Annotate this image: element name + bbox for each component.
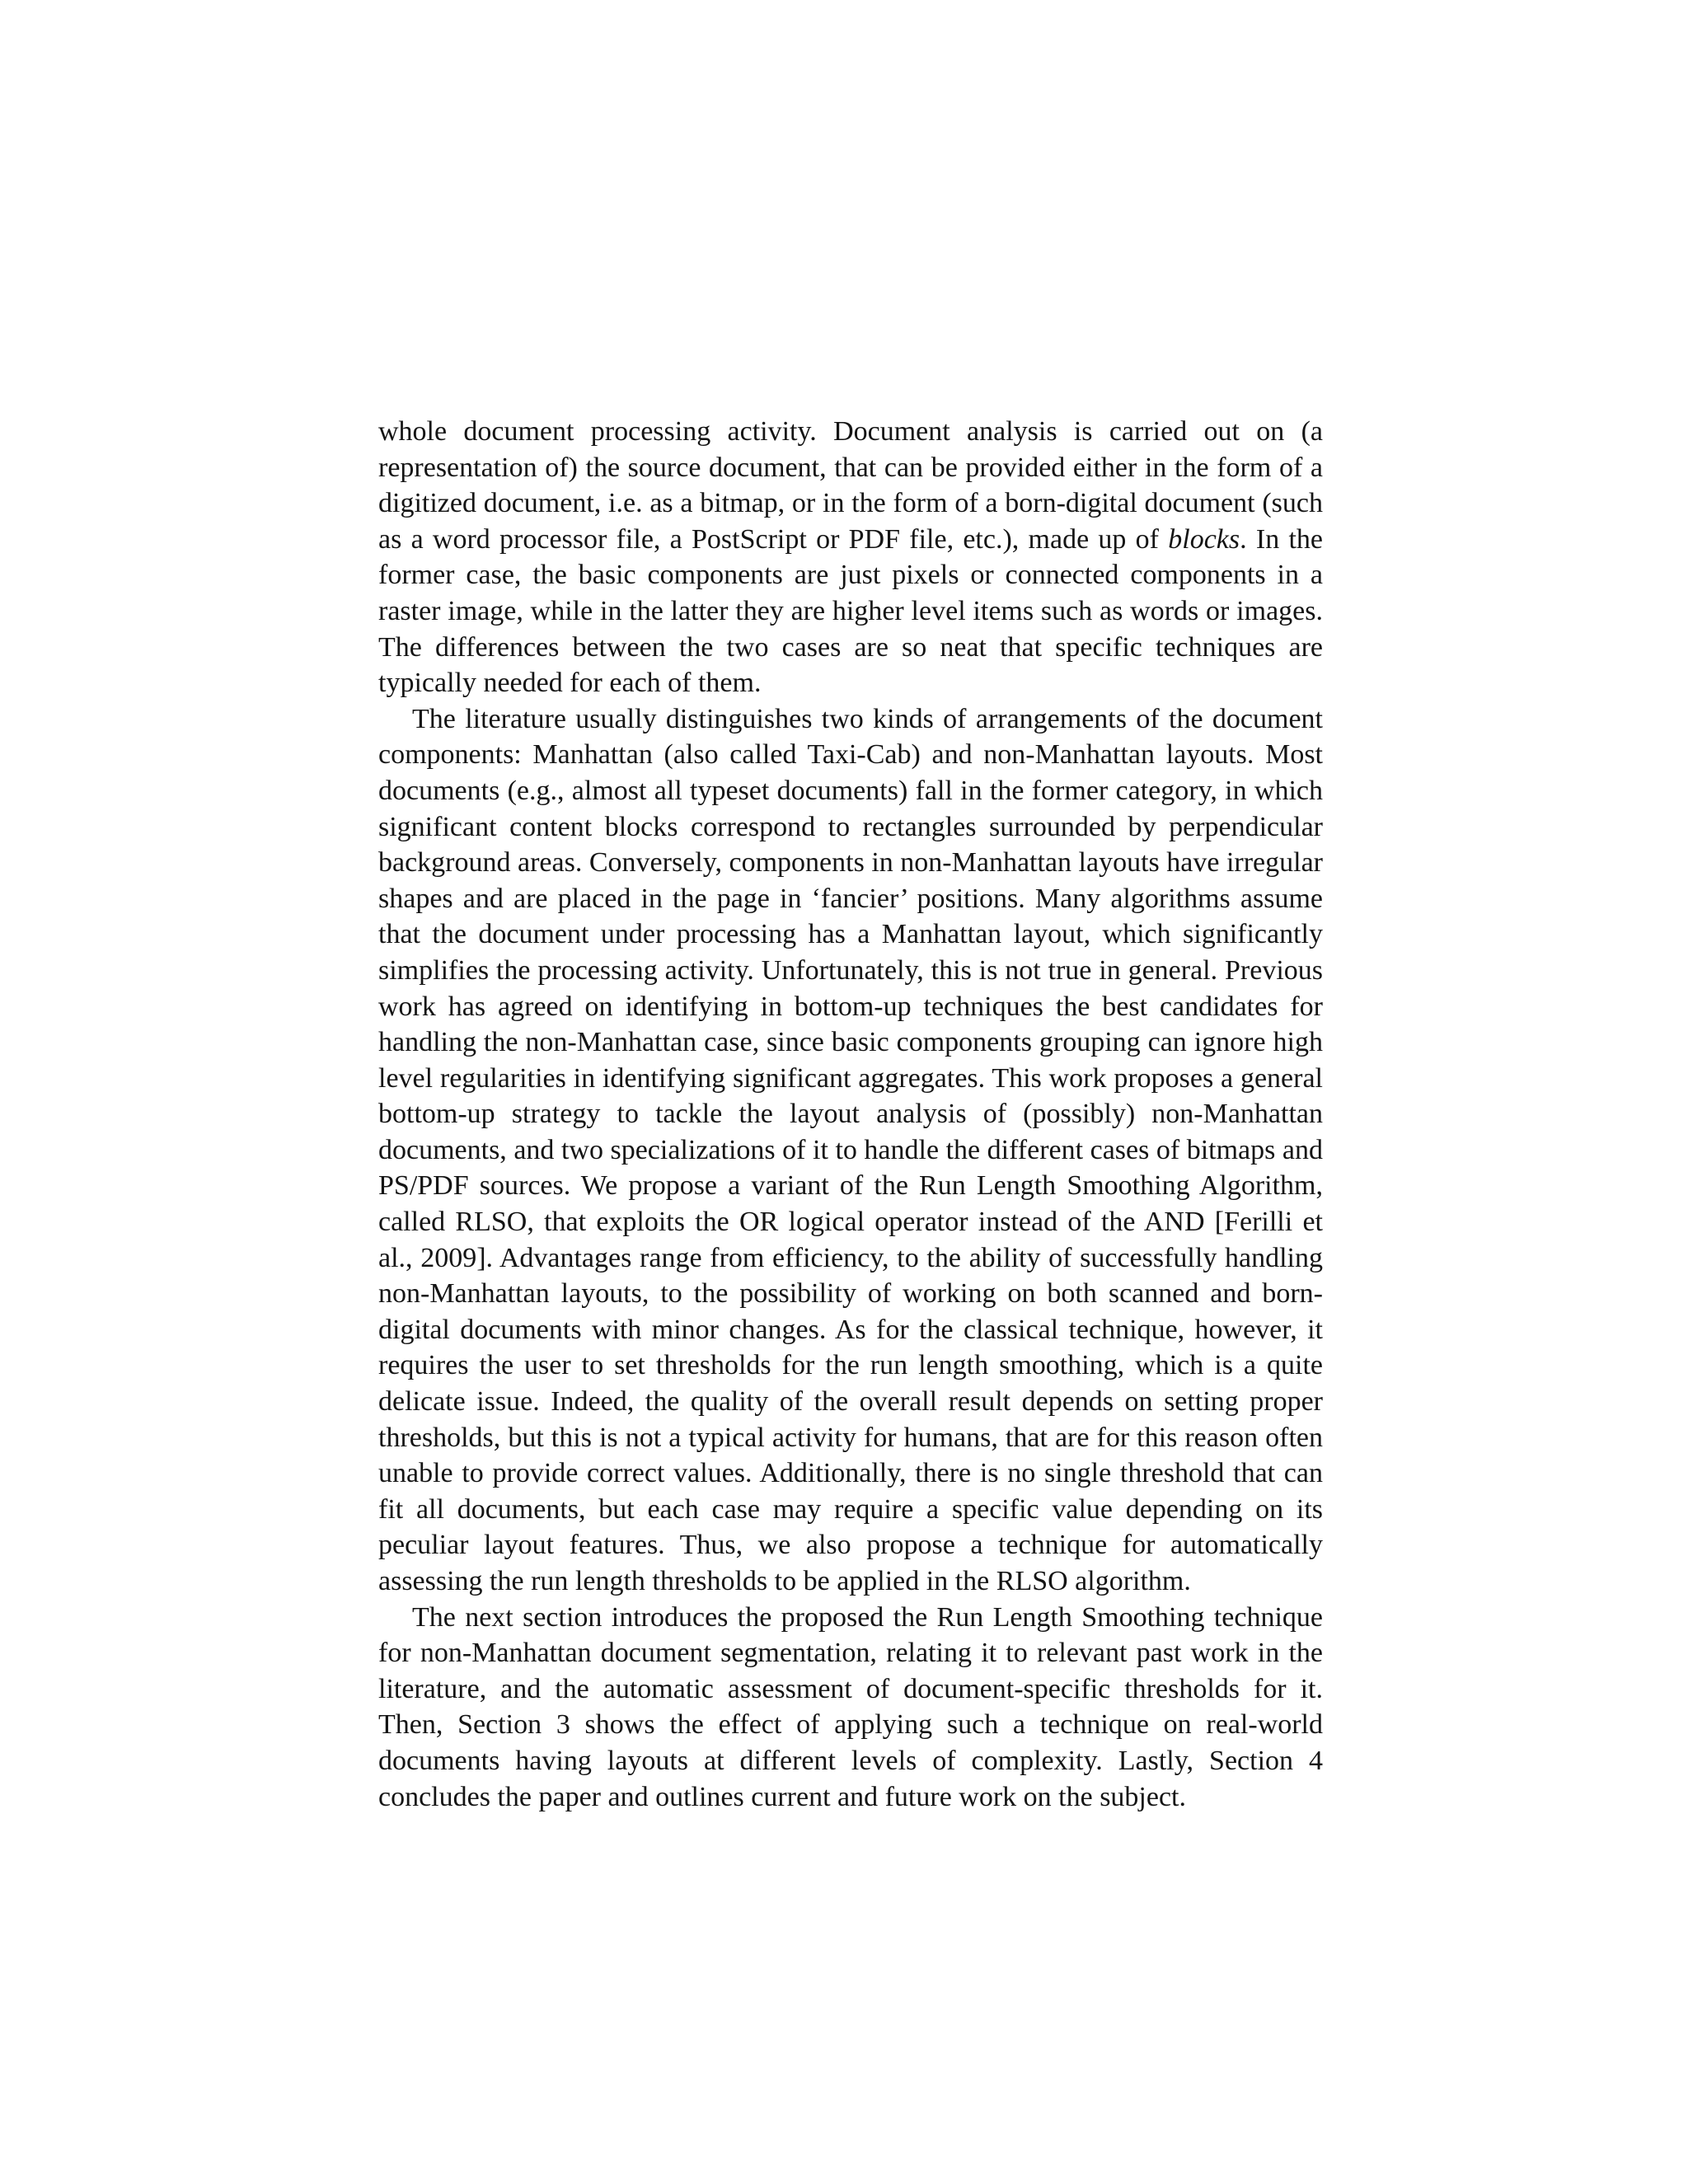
body-text bbox=[378, 414, 1323, 1815]
text-span: whole document processing activity. Document analysis is carried out on (a representation of) the source document, that can be provided either in the form of a digitized document, i.e. as a bitmap, or in the form of a born-digital document (such as a word processor file, a PostScript or PDF file, etc.), made up of bbox=[378, 416, 1323, 555]
text-span: The next section introduces the proposed the Run Length Smoothing technique for non-Manhattan document segmentation, relating it to relevant past work in the literature, and the automatic assessment of document-specific thresholds for it. Then, Section 3 shows the effect of applying such a technique on real-world documents having layouts at different levels of complexity. Lastly, Section 4 concludes the paper and outlines current and future work on the subject. bbox=[378, 1601, 1323, 1812]
text-span: . In the former case, the basic components are just pixels or connected components in a raster image, while in the latter they are higher level items such as words or images. The differences between the two cases are so neat that specific techniques are typically needed for each of them. bbox=[378, 523, 1323, 699]
paragraph-1 bbox=[378, 414, 1323, 701]
text-span: The literature usually distinguishes two kinds of arrangements of the document components: Manhattan (also called Taxi-Cab) and non-Manhattan layouts. Most documents (e.g., almost all typeset documents) fall in the former category, in which significant content blocks correspond to rectangles surrounded by perpendicular background areas. Conversely, components in non-Manhattan layouts have irregular shapes and are placed in the page in ‘fancier’ positions. Many algorithms assume that the document under processing has a Manhattan layout, which significantly simplifies the processing activity. Unfortunately, this is not true in general. Previous work has agreed on identifying in bottom-up techniques the best candidates for handling the non-Manhattan case, since basic components grouping can ignore high level regularities in identifying significant aggregates. This work proposes a general bottom-up strategy to tackle the layout analysis of (possibly) non-Manhattan documents, and two specializations of it to handle the different cases of bitmaps and PS/PDF sources. We propose a variant of the Run Length Smoothing Algorithm, called RLSO, that exploits the OR logical operator instead of the AND [Ferilli et al., 2009]. Advantages range from efficiency, to the ability of successfully handling non-Manhattan layouts, to the possibility of working on both scanned and born-digital documents with minor changes. As for the classical technique, however, it requires the user to set thresholds for the run length smoothing, which is a quite delicate issue. Indeed, the quality of the overall result depends on setting proper thresholds, but this is not a typical activity for humans, that are for this reason often unable to provide correct values. Additionally, there is no single threshold that can fit all documents, but each case may require a specific value depending on its peculiar layout features. Thus, we also propose a technique for automatically assessing the run length thresholds to be applied in the RLSO algorithm. bbox=[378, 703, 1323, 1596]
italic-term: blocks bbox=[1168, 523, 1240, 555]
paragraph-2 bbox=[378, 701, 1323, 1600]
paragraph-3 bbox=[378, 1600, 1323, 1816]
